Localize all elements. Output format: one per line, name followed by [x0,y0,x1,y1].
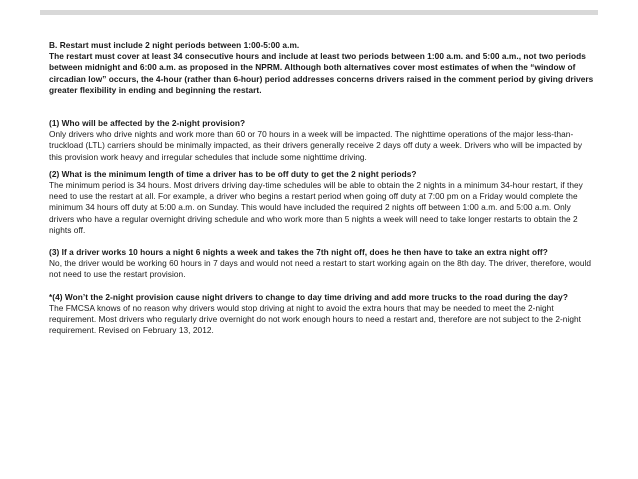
answer-1: Only drivers who drive nights and work more than 60 or 70 hours in a week will be impacted. The nighttime operations of the major less-than-truckload (LTL) carriers should be minimally impacted, as their drivers generally receive 2 days off duty a week. Drivers who will be impacted by this provision work heavy and irregular schedules that include some nighttime driving. [49,129,583,162]
question-3: (3) If a driver works 10 hours a night 6 nights a week and takes the 7th night off, does he then have to take an extra night off? [49,247,548,258]
answer-3: No, the driver would be working 60 hours in 7 days and would not need a restart to start working again on the 8th day. The driver, therefore, would not need to use the restart provision. [49,258,592,280]
question-4: *(4) Won’t the 2-night provision cause night drivers to change to day time driving and add more trucks to the road during the day? [49,291,568,302]
section-heading: B. Restart must include 2 night periods between 1:00-5:00 a.m. [49,40,300,50]
document-body [49,40,597,336]
question-1: (1) Who will be affected by the 2-night provision? [49,118,246,129]
question-2: (2) What is the minimum length of time a driver has to be off duty to get the 2 night periods? [49,168,417,179]
answer-4: The FMCSA knows of no reason why drivers would stop driving at night to avoid the extra hours that may be needed to meet the 2-night requirement. Most drivers who regularly drive overnight do not work enough hours to need a restart and, therefore are not subject to the 2-night requirement. Revised on February 13, 2012. [49,302,582,336]
section-intro-text: The restart must cover at least 34 consecutive hours and include at least two periods between 1:00 a.m. and 5:00 a.m., not two periods between midnight and 6:00 a.m. as proposed in the NPRM. Although both alternatives cover most estimates of when the “window of circadian low” occurs, the 4-hour (rather than 6-hour) period addresses concerns drivers raised in the comment period by giving drivers greater flexibility in ending and beginning the restart. [49,51,594,95]
top-divider-bar [40,10,598,15]
answer-2: The minimum period is 34 hours. Most drivers driving day-time schedules will be able to obtain the 2 nights in a minimum 34-hour restart, if they need to use the restart at all. For example, a driver who begins a restart period when going off duty at 7:00 pm on a Friday would complete the minimum 34 hours off duty at 5:00 a.m. on Sunday. This would have included the required 2 nights off between 1:00 a.m. and 5:00 a.m. Only drivers who have a regular overnight driving schedule and who work more than 5 nights a week will need to take longer restarts to obtain the 2 nights off. [49,180,583,235]
